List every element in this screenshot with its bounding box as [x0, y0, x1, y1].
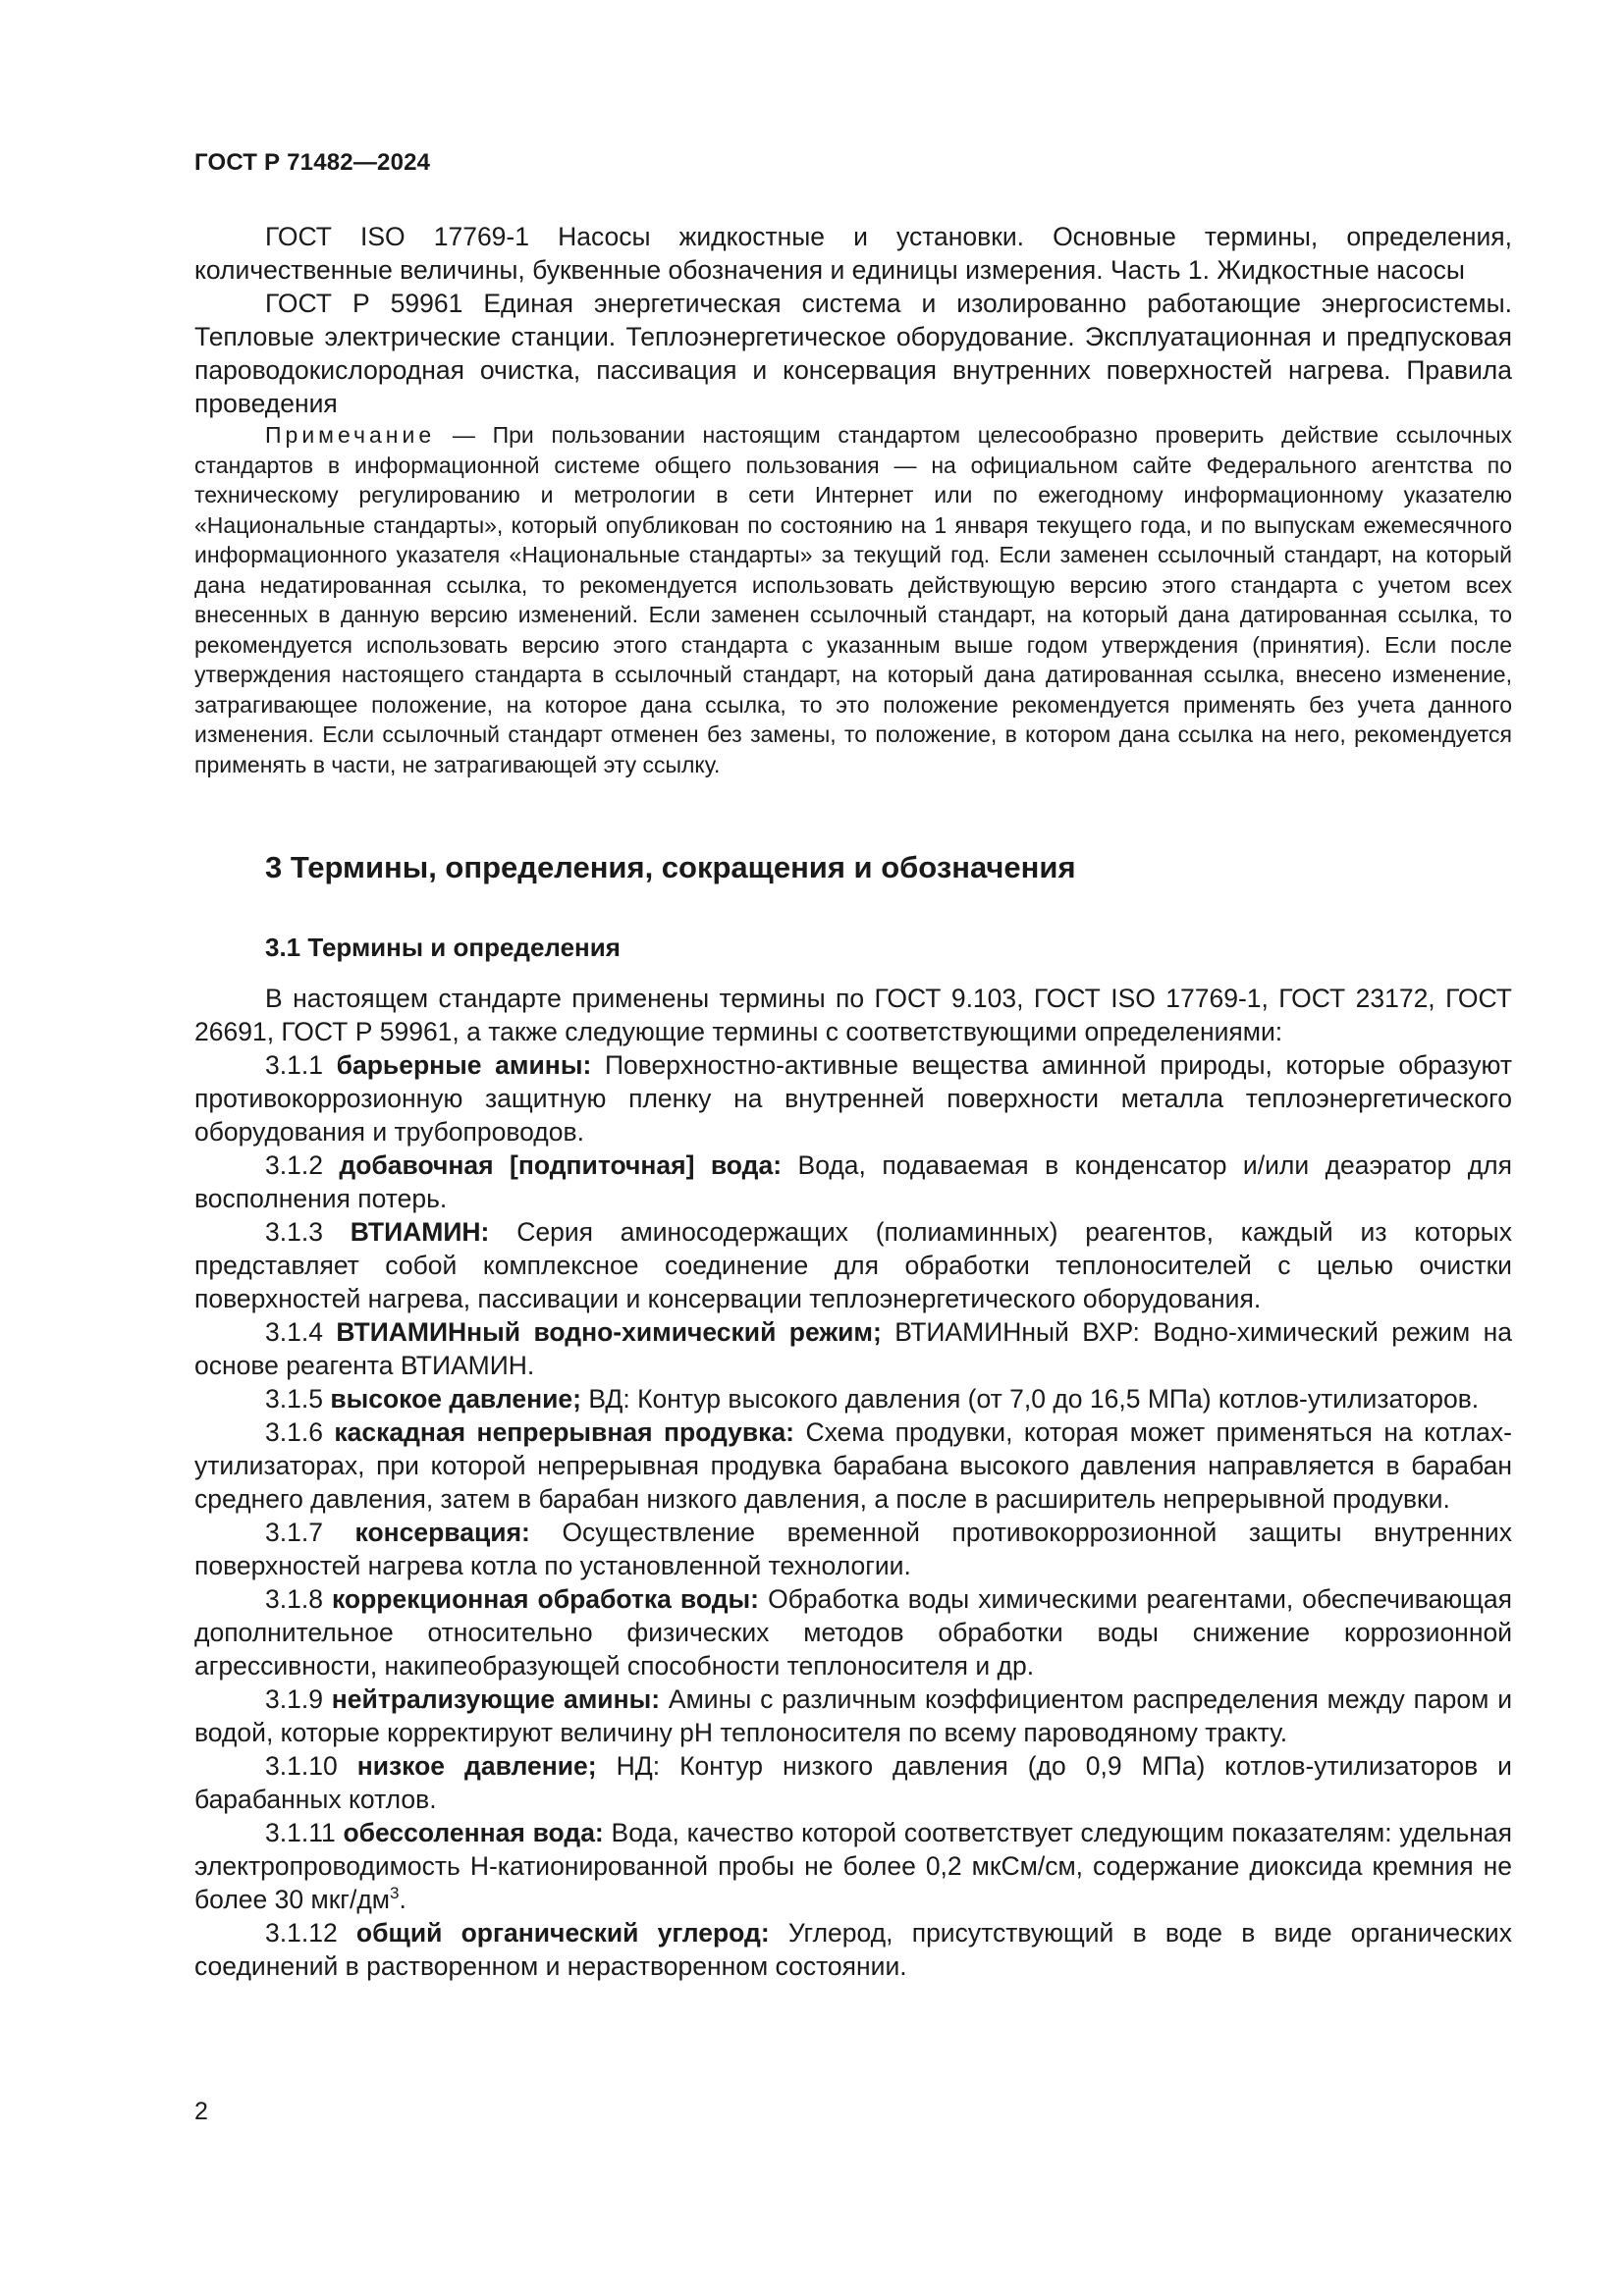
term-definition: ВД: Контур высокого давления (от 7,0 до 16,5 МПа) котлов-утилизаторов.: [588, 1384, 1480, 1414]
term-entry: [194, 1582, 1512, 1682]
term-number: 3.1.11: [265, 1818, 336, 1847]
page-number: 2: [194, 2098, 208, 2125]
term-definition: Амины с различным коэффициентом распределения между паром и водой, которые корректируют величину pH теплоносителя по всему пароводяному тракту.: [194, 1684, 1513, 1747]
term-definition: Серия аминосодержащих (полиаминных) реагентов, каждый из которых представляет собой комплексное соединение для обработки теплоносителей с целью очистки поверхностей нагрева, пассивации и консервации теплоэнергетического оборудования.: [194, 1217, 1512, 1313]
reference-item: ГОСТ Р 59961 Единая энергетическая система и изолированно работающие энергосистемы. Тепловые электрические станции. Теплоэнергетическое оборудование. Эксплуатационная и предпусковая пароводокислородная очистка, пассивация и консервация внутренних поверхностей нагрева. Правила проведения: [194, 289, 1512, 418]
term-definition: Вода, подаваемая в конденсатор и/или деаэратор для восполнения потерь.: [194, 1150, 1512, 1213]
note-text: При пользовании настоящим стандартом целесообразно проверить действие ссылочных стандартов в информационной системе общего пользования — на официальном сайте Федерального агентства по техническому регулированию и метрологии в сети Интернет или по ежегодному информационному указателю «Национальные стандарты», который опубликован по состоянию на 1 января текущего года, и по выпускам ежемесячного информационного указателя «Национальные стандарты» за текущий год. Если заменен ссылочный стандарт, на который дана недатированная ссылка, то рекомендуется использовать действующую версию этого стандарта с учетом всех внесенных в данную версию изменений. Если заменен ссылочный стандарт, на который дана датированная ссылка, то рекомендуется использовать версию этого стандарта с указанным выше годом утверждения (принятия). Если после утверждения настоящего стандарта в ссылочный стандарт, на который дана датированная ссылка, внесено изменение, затрагивающее положение, на которое дана ссылка, то это положение рекомендуется применять без учета данного изменения. Если ссылочный стандарт отменен без замены, то положение, в котором дана ссылка на него, рекомендуется применять в части, не затрагивающей эту ссылку.: [194, 422, 1512, 777]
term-name: ВТИАМИН:: [350, 1217, 490, 1247]
term-definition: Осуществление временной противокоррозионной защиты внутренних поверхностей нагрева котла по установленной технологии.: [194, 1518, 1512, 1580]
term-name: консервация:: [354, 1518, 530, 1547]
term-number: 3.1.1: [265, 1050, 323, 1080]
term-name: коррекционная обработка воды:: [332, 1584, 759, 1614]
term-entry: [194, 1516, 1512, 1582]
term-number: 3.1.5: [265, 1384, 323, 1414]
page-content: [194, 220, 1512, 1983]
terms-list: [194, 1048, 1512, 1983]
term-entry: [194, 1315, 1512, 1382]
term-name: обессоленная вода:: [343, 1818, 604, 1847]
term-name: ВТИАМИНный водно-химический режим;: [336, 1317, 882, 1347]
term-entry: [194, 1148, 1512, 1215]
term-number: 3.1.4: [265, 1317, 323, 1347]
term-number: 3.1.8: [265, 1584, 323, 1614]
term-name: низкое давление;: [356, 1751, 597, 1781]
term-entry: [194, 1816, 1512, 1916]
term-definition: Углерод, присутствующий в воде в виде органических соединений в растворенном и нерастворенном состоянии.: [194, 1918, 1512, 1981]
term-definition: НД: Контур низкого давления (до 0,9 МПа) котлов-утилизаторов и барабанных котлов.: [194, 1751, 1512, 1814]
term-name: общий органический углерод:: [355, 1918, 770, 1948]
term-entry: [194, 1749, 1512, 1816]
term-number: 3.1.12: [265, 1918, 338, 1948]
term-definition-tail: .: [399, 1885, 406, 1914]
section-heading: 3 Термины, определения, сокращения и обозначения: [265, 850, 1076, 884]
note-dash: —: [435, 422, 493, 448]
term-entry: [194, 1415, 1512, 1516]
term-number: 3.1.2: [265, 1150, 323, 1180]
term-entry: [194, 1382, 1512, 1415]
term-number: 3.1.7: [265, 1518, 323, 1547]
term-entry: [194, 1916, 1512, 1983]
term-definition: Схема продувки, которая может применяться на котлах-утилизаторах, при которой непрерывная продувка барабана высокого давления направляется в барабан среднего давления, затем в барабан низкого давления, а после в расширитель непрерывной продувки.: [194, 1417, 1512, 1514]
document-header: ГОСТ Р 71482—2024: [194, 149, 431, 176]
reference-item: ГОСТ ISO 17769-1 Насосы жидкостные и установки. Основные термины, определения, количественные величины, буквенные обозначения и единицы измерения. Часть 1. Жидкостные насосы: [194, 222, 1512, 285]
superscript: 3: [390, 1884, 400, 1903]
term-name: высокое давление;: [330, 1384, 581, 1414]
note-label: Примечание: [265, 422, 436, 448]
subsection-heading: 3.1 Термины и определения: [265, 933, 621, 962]
term-entry: [194, 1215, 1512, 1315]
term-number: 3.1.10: [265, 1751, 338, 1781]
term-definition: Обработка воды химическими реагентами, обеспечивающая дополнительное относительно физических методов обработки воды снижение коррозионной агрессивности, накипеобразующей способности теплоносителя и др.: [194, 1584, 1512, 1681]
term-definition: Поверхностно-активные вещества аминной природы, которые образуют противокоррозионную защитную пленку на внутренней поверхности металла теплоэнергетического оборудования и трубопроводов.: [194, 1050, 1512, 1147]
term-entry: [194, 1682, 1512, 1749]
term-entry: [194, 1048, 1512, 1148]
term-name: барьерные амины:: [336, 1050, 592, 1080]
intro-paragraph: В настоящем стандарте применены термины по ГОСТ 9.103, ГОСТ ISO 17769-1, ГОСТ 23172, ГОСТ 26691, ГОСТ Р 59961, а также следующие термины с соответствующими определениями:: [194, 984, 1512, 1046]
term-name: добавочная [подпиточная] вода:: [339, 1150, 783, 1180]
term-name: нейтрализующие амины:: [331, 1684, 661, 1714]
term-number: 3.1.9: [265, 1684, 323, 1714]
term-name: каскадная непрерывная продувка:: [334, 1417, 795, 1447]
note-paragraph: [194, 420, 1512, 779]
term-number: 3.1.3: [265, 1217, 323, 1247]
term-number: 3.1.6: [265, 1417, 323, 1447]
term-definition: Вода, качество которой соответствует следующим показателям: удельная электропроводимость Н-катионированной пробы не более 0,2 мкСм/см, содержание диоксида кремния не более 30 мкг/дм: [194, 1818, 1512, 1914]
term-definition: ВТИАМИНный ВХР: Водно-химический режим на основе реагента ВТИАМИН.: [194, 1317, 1512, 1380]
